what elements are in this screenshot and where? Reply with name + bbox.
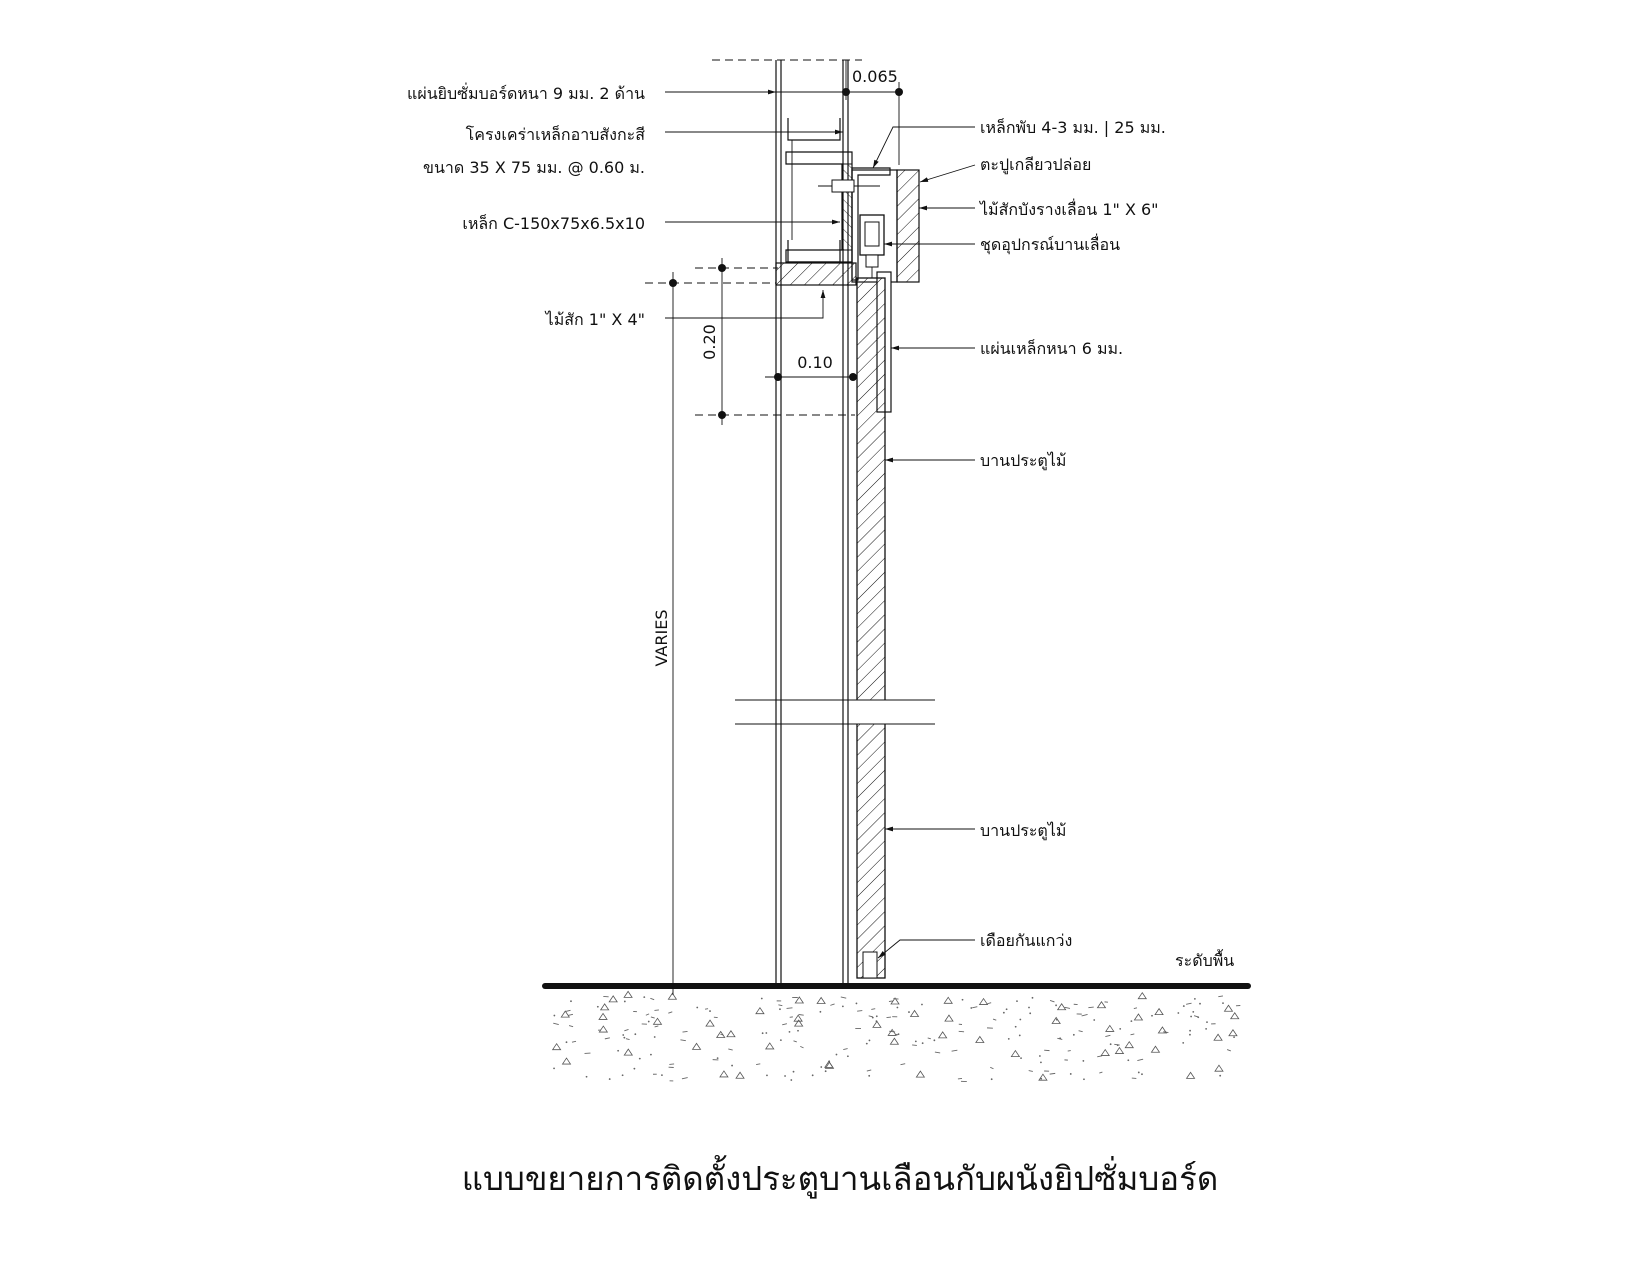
dim-top-gap: 0.065 [852, 67, 898, 86]
label-steel-frame-size: ขนาด 35 X 75 มม. @ 0.60 ม. [423, 158, 645, 177]
label-slide-hardware: ชุดอุปกรณ์บานเลื่อน [980, 235, 1121, 254]
label-floor-level: ระดับพื้น [1175, 951, 1235, 970]
label-gypsum-board: แผ่นยิบซั่มบอร์ดหนา 9 มม. 2 ด้าน [407, 84, 645, 103]
label-floor-guide: เดือยกันแกว่ง [980, 931, 1073, 950]
dim-height: VARIES [652, 609, 671, 667]
label-teak-cover: ไม้สักบังรางเลื่อน 1" X 6" [980, 200, 1159, 219]
teak-trim-block [776, 263, 856, 285]
door-leaf [735, 278, 935, 978]
label-c-channel: เหล็ก C-150x75x6.5x10 [462, 214, 645, 233]
drawing-title: แบบขยายการติดตั้งประตูบานเลือนกับผนังยิปซั่มบอร์ด [461, 1159, 1219, 1198]
floor-guide [863, 952, 877, 978]
floor [545, 986, 1248, 1082]
label-expansion-bolt: ตะปูเกลียวปล่อย [980, 155, 1092, 174]
dim-header-height: 0.20 [700, 324, 719, 360]
leader-lines [665, 92, 975, 958]
label-bent-steel: เหล็กพับ 4-3 มม. | 25 มม. [980, 118, 1166, 137]
label-steel-plate: แผ่นเหล็กหนา 6 มม. [980, 339, 1124, 358]
label-door-leaf-upper: บานประตูไม้ [980, 451, 1067, 470]
concrete-texture [553, 991, 1241, 1081]
gypsum-wall [695, 60, 862, 985]
label-door-leaf-lower: บานประตูไม้ [980, 821, 1067, 840]
dim-offset: 0.10 [797, 353, 833, 372]
label-teak-trim: ไม้สัก 1" X 4" [545, 310, 645, 329]
slide-hardware [860, 215, 884, 278]
c-channel [786, 152, 852, 262]
teak-cover-board [897, 170, 919, 282]
label-steel-frame: โครงเคร่าเหล็กอาบสังกะสี [465, 125, 645, 144]
